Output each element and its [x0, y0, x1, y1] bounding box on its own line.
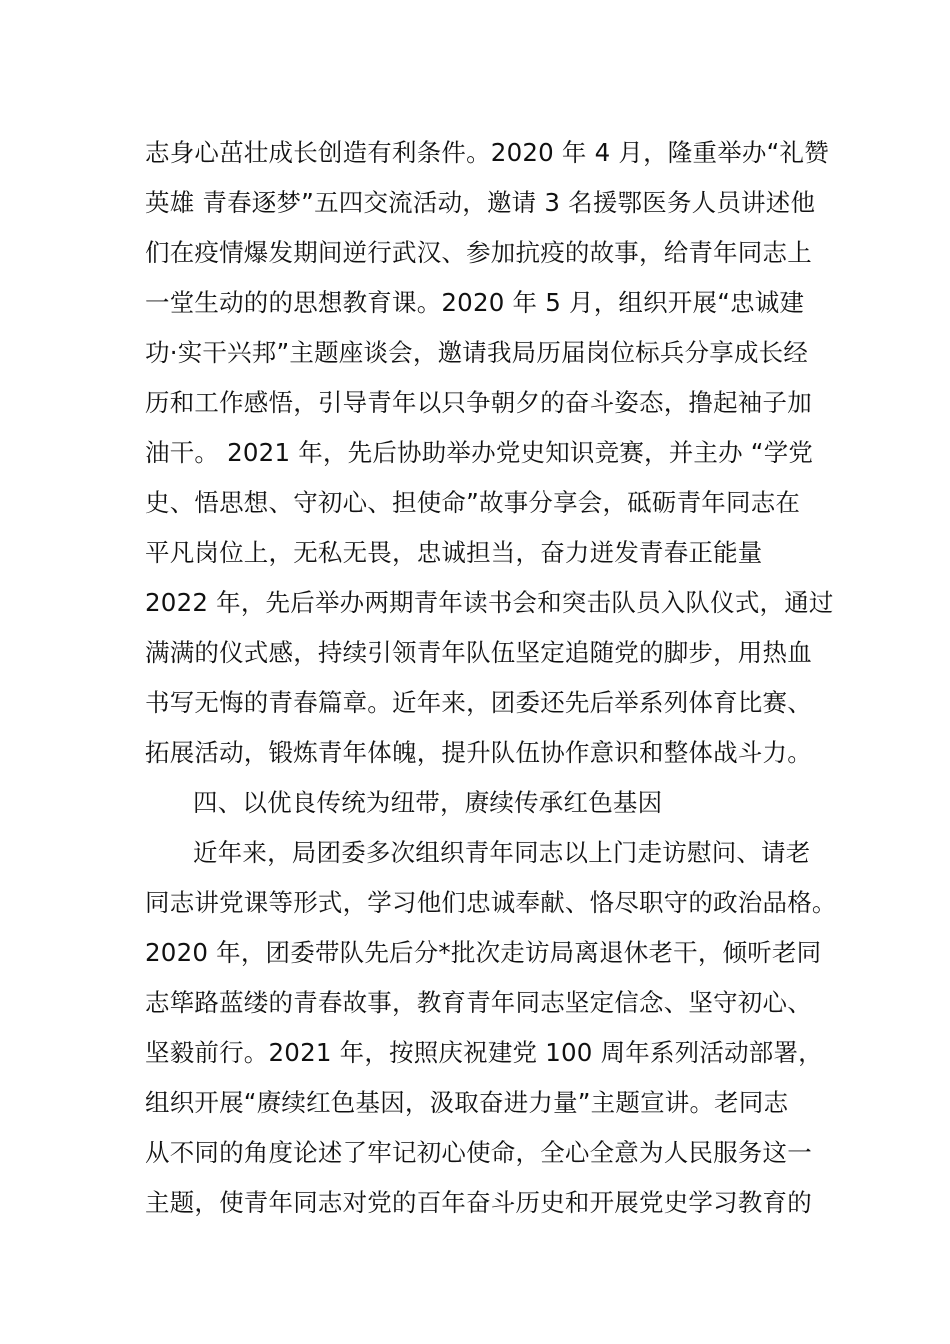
text-line: 组织开展“赓续红色基因，汲取奋进力量”主题宣讲。老同志	[145, 1088, 789, 1117]
text-line: 主题，使青年同志对党的百年奋斗历史和开展党史学习教育的	[145, 1188, 812, 1217]
text-line: 志身心茁壮成长创造有利条件。2020 年 4 月，隆重举办“礼赞	[145, 138, 829, 167]
text-line: 一堂生动的的思想教育课。2020 年 5 月，组织开展“忠诚建	[145, 288, 805, 317]
section-heading: 四、以优良传统为纽带，赓续传承红色基因	[193, 788, 663, 817]
text-line: 平凡岗位上，无私无畏，忠诚担当，奋力迸发青春正能量	[145, 538, 763, 567]
text-line: 历和工作感悟，引导青年以只争朝夕的奋斗姿态，撸起袖子加	[145, 388, 812, 417]
text-line: 英雄 青春逐梦”五四交流活动，邀请 3 名援鄂医务人员讲述他	[145, 188, 816, 217]
text-line: 功·实干兴邦”主题座谈会，邀请我局历届岗位标兵分享成长经	[145, 338, 809, 367]
text-line: 们在疫情爆发期间逆行武汉、参加抗疫的故事，给青年同志上	[145, 238, 812, 267]
text-line: 满满的仪式感，持续引领青年队伍坚定追随党的脚步，用热血	[145, 638, 812, 667]
text-line: 坚毅前行。2021 年，按照庆祝建党 100 周年系列活动部署，	[145, 1038, 823, 1067]
text-line: 史、悟思想、守初心、担使命”故事分享会，砥砺青年同志在	[145, 488, 801, 517]
text-line: 从不同的角度论述了牢记初心使命，全心全意为人民服务这一	[145, 1138, 812, 1167]
text-line: 2020 年，团委带队先后分*批次走访局离退休老干，倾听老同	[145, 938, 822, 967]
text-line: 书写无悔的青春篇章。近年来，团委还先后举系列体育比赛、	[145, 688, 812, 717]
text-line: 油干。 2021 年，先后协助举办党史知识竞赛，并主办 “学党	[145, 438, 814, 467]
text-line: 志筚路蓝缕的青春故事，教育青年同志坚定信念、坚守初心、	[145, 988, 812, 1017]
text-line: 拓展活动，锻炼青年体魄，提升队伍协作意识和整体战斗力。	[145, 738, 812, 767]
body-text	[145, 128, 837, 1228]
text-line: 同志讲党课等形式，学习他们忠诚奉献、恪尽职守的政治品格。	[145, 888, 837, 917]
text-line: 2022 年，先后举办两期青年读书会和突击队员入队仪式，通过	[145, 588, 834, 617]
text-line: 近年来，局团委多次组织青年同志以上门走访慰问、请老	[193, 838, 811, 867]
